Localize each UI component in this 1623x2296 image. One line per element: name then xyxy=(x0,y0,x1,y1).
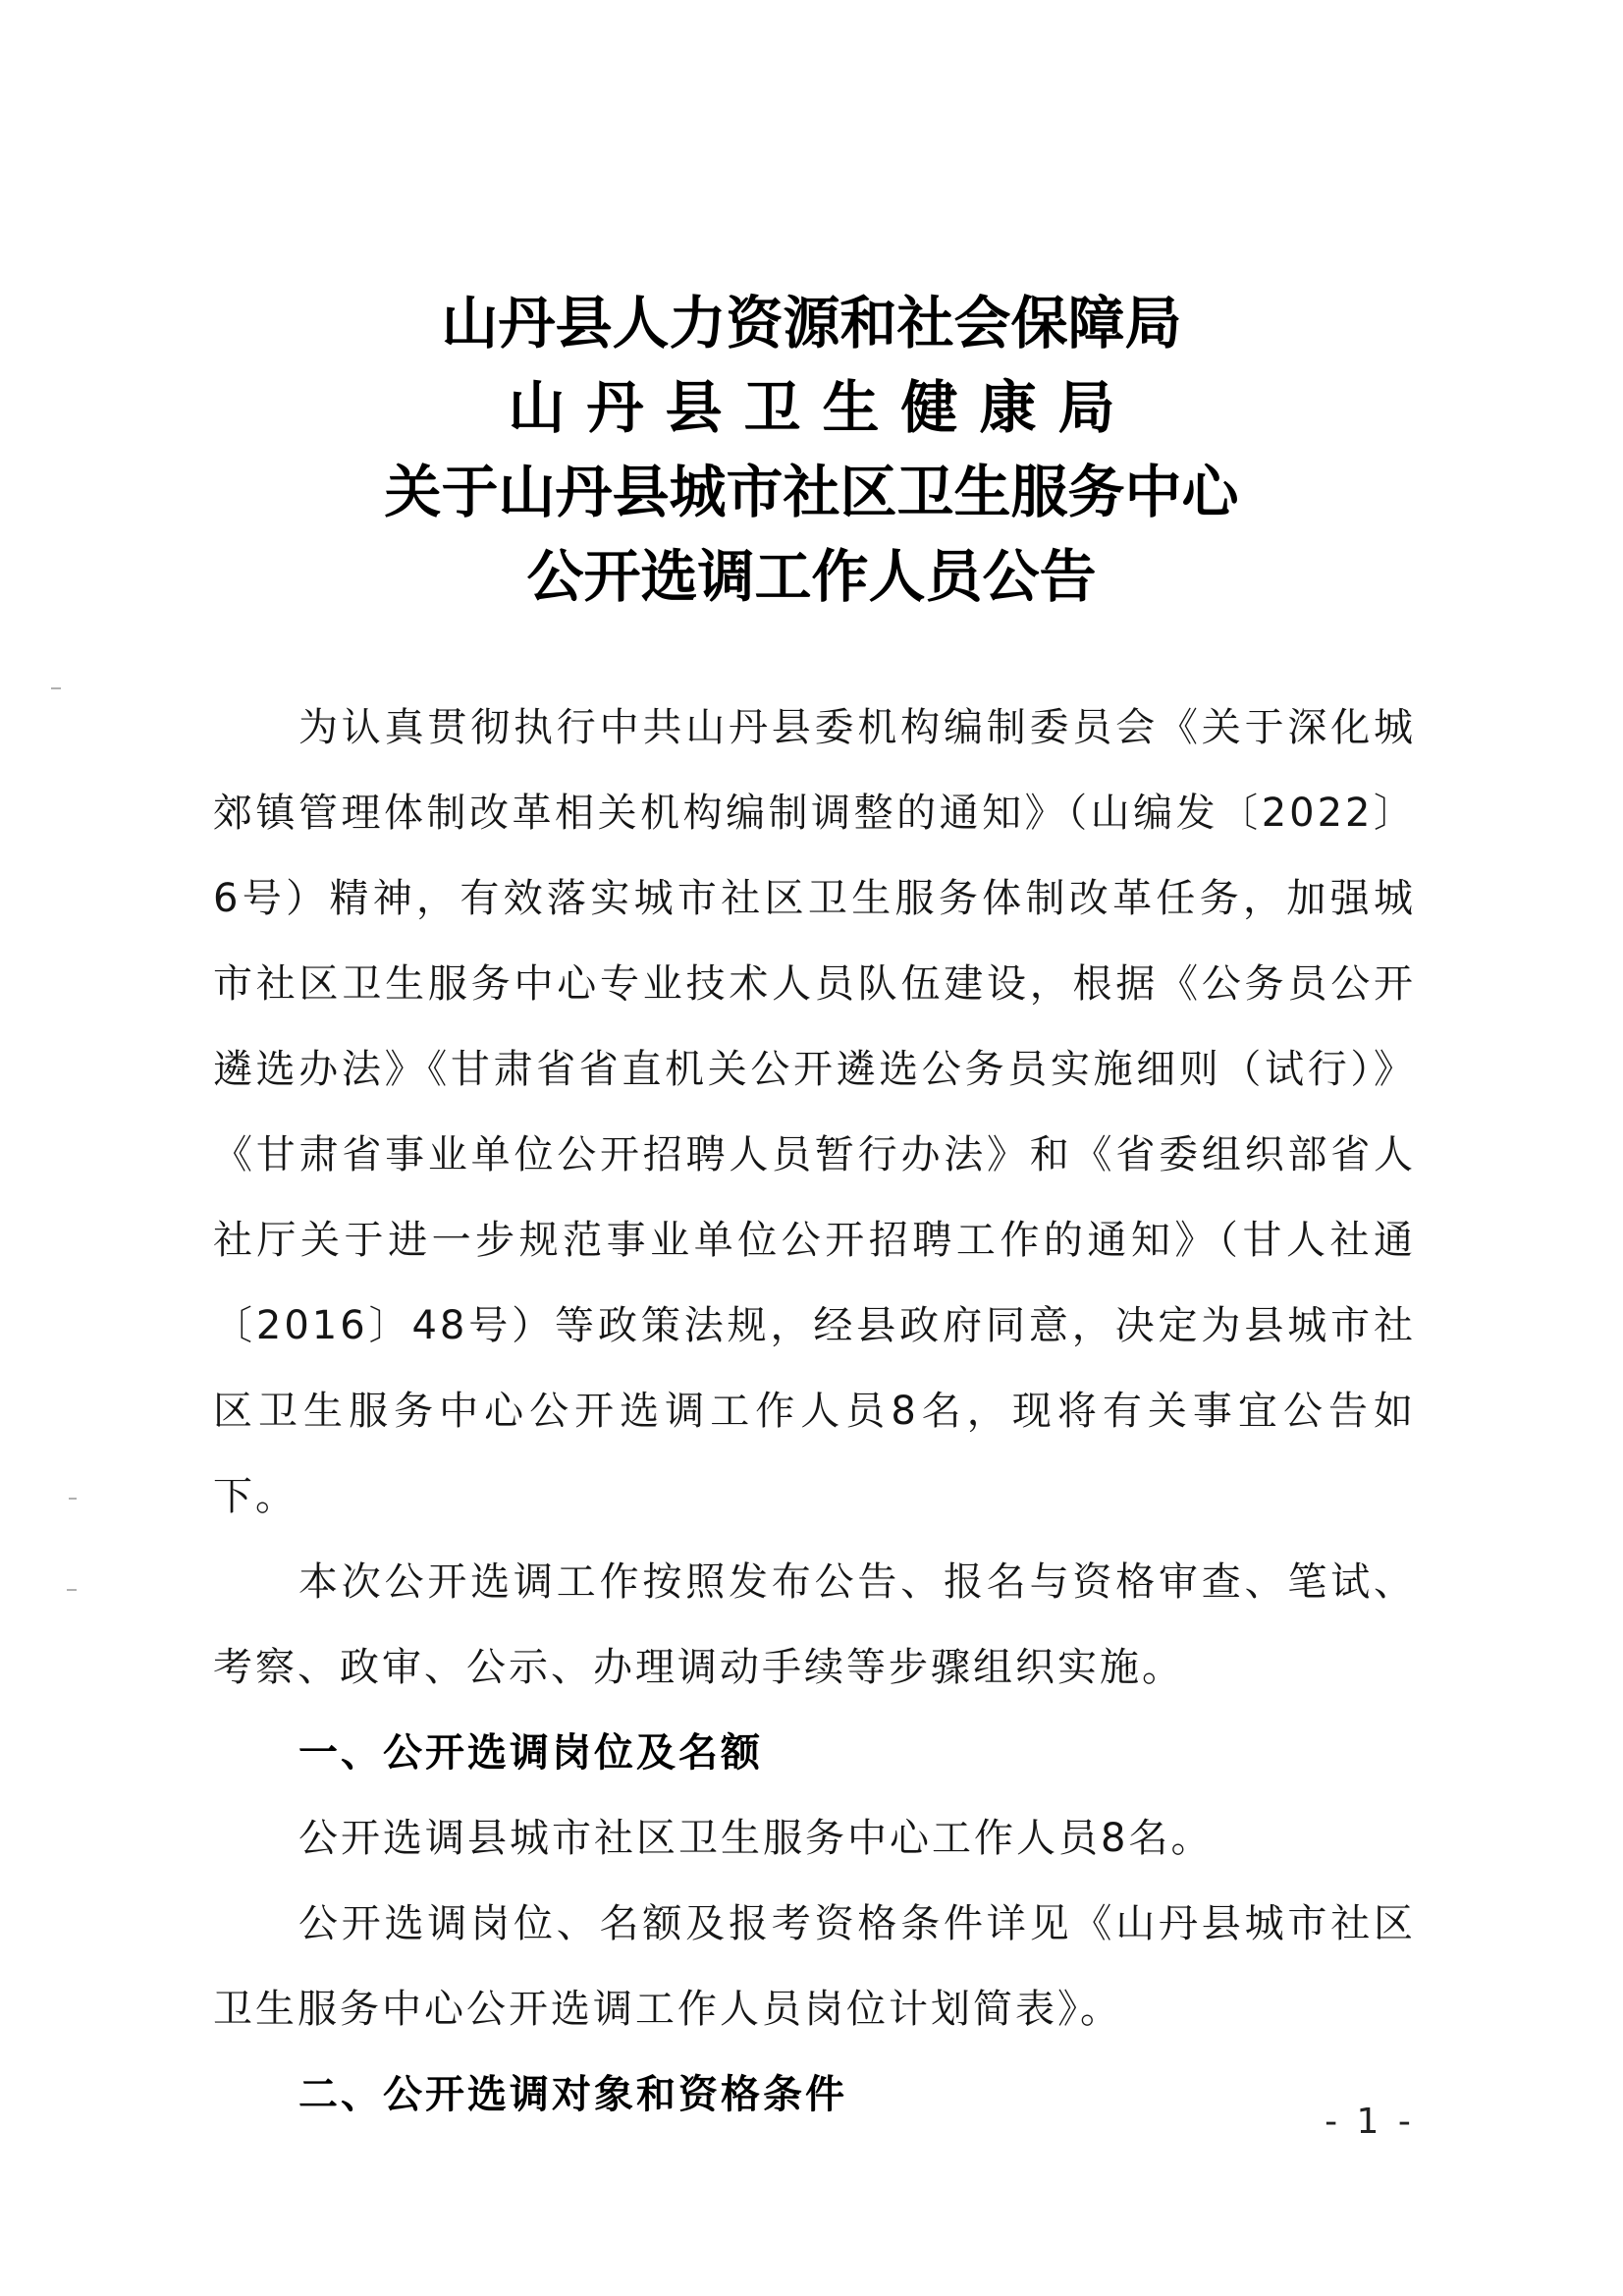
scan-speck xyxy=(67,1589,77,1591)
document-title xyxy=(0,281,1623,619)
section-1-paragraph-1: 公开选调县城市社区卫生服务中心工作人员8名。 xyxy=(298,1816,1214,1861)
section-1-paragraph-2: 公开选调岗位、名额及报考资格条件详见《山丹县城市社区卫生服务中心公开选调工作人员岗位计划简表》。 xyxy=(213,1901,1416,2032)
scan-speck xyxy=(69,1498,77,1500)
document-body xyxy=(213,685,1416,2138)
page-number: - 1 - xyxy=(1325,2102,1415,2142)
title-line-2: 山丹县卫生健康局 xyxy=(508,374,1137,441)
title-line-3: 关于山丹县城市社区卫生服务中心 xyxy=(384,459,1239,525)
title-line-1: 山丹县人力资源和社会保障局 xyxy=(441,290,1182,356)
section-1-heading: 一、公开选调岗位及名额 xyxy=(298,1730,763,1776)
procedure-paragraph: 本次公开选调工作按照发布公告、报名与资格审查、笔试、考察、政审、公示、办理调动手续等步骤组织实施。 xyxy=(213,1559,1416,1690)
intro-paragraph: 为认真贯彻执行中共山丹县委机构编制委员会《关于深化城郊镇管理体制改革相关机构编制调整的通知》（山编发〔2022〕6号）精神，有效落实城市社区卫生服务体制改革任务，加强城市社区卫生服务中心专业技术人员队伍建设，根据《公务员公开遴选办法》《甘肃省省直机关公开遴选公务员实施细则（试行）》《甘肃省事业单位公开招聘人员暂行办法》和《省委组织部省人社厅关于进一步规范事业单位公开招聘工作的通知》（甘人社通〔2016〕48号）等政策法规，经县政府同意，决定为县城市社区卫生服务中心公开选调工作人员8名，现将有关事宜公告如下。 xyxy=(213,705,1416,1519)
title-line-4: 公开选调工作人员公告 xyxy=(526,543,1097,610)
scan-speck xyxy=(51,687,61,689)
section-2-heading: 二、公开选调对象和资格条件 xyxy=(298,2072,847,2117)
